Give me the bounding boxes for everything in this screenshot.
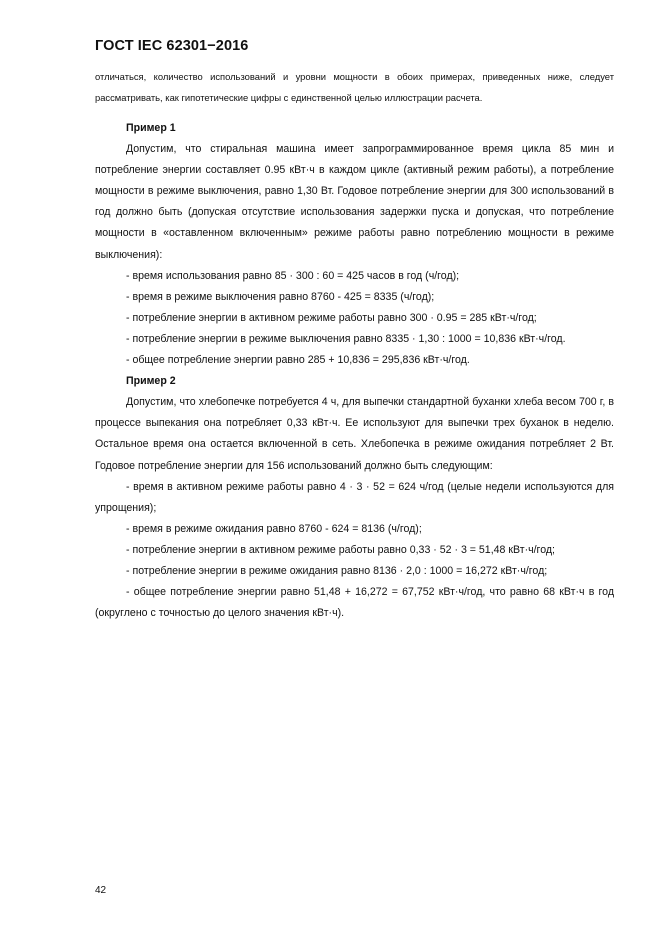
example-1-item: - общее потребление энергии равно 285 + 10,836 = 295,836 кВт·ч/год. <box>126 354 470 367</box>
example-2-paragraph: Допустим, что хлебопечке потребуется 4 ч, для выпечки стандартной буханки хлеба весом 700 г, в процессе выпекания она потребляет 0,33 кВт·ч. Ее используют для выпечки трех буханок в неделю. Остальное время она остается включенной в сеть. Хлебопечка в режиме ожидания потребляет 2 Вт. Годовое потребление энергии для 156 использований должно быть следующим: <box>95 396 614 472</box>
example-2-item: - общее потребление энергии равно 51,48 + 16,272 = 67,752 кВт·ч/год, что равно 68 кВт·ч в год (округлено с точностью до целого значения кВт·ч). <box>95 586 614 620</box>
intro-paragraph: отличаться, количество использований и уровни мощности в обоих примерах, приведенных ниже, следует рассматривать, как гипотетические цифры с единственной целью иллюстрации расчета. <box>95 71 614 103</box>
example-1-item: - потребление энергии в активном режиме работы равно 300 · 0.95 = 285 кВт·ч/год; <box>126 311 537 324</box>
example-2-item: - потребление энергии в режиме ожидания равно 8136 · 2,0 : 1000 = 16,272 кВт·ч/год; <box>126 564 548 577</box>
example-2-item: - время в режиме ожидания равно 8760 - 624 = 8136 (ч/год); <box>126 522 422 535</box>
document-body <box>95 66 614 624</box>
example-2-heading: Пример 2 <box>126 375 176 388</box>
document-header: ГОСТ IEC 62301−2016 <box>95 38 249 54</box>
example-1-heading: Пример 1 <box>126 122 176 134</box>
example-1-item: - время в режиме выключения равно 8760 - 425 = 8335 (ч/год); <box>126 290 435 303</box>
example-1-paragraph: Допустим, что стиральная машина имеет запрограммированное время цикла 85 мин и потребление энергии составляет 0.95 кВт·ч в каждом цикле (активный режим работы), а потребление мощности в режиме выключения, равно 1,30 Вт. Годовое потребление энергии для 300 использований в год должно быть (допуская отсутствие использования задержки пуска и допуская, что потребление мощности в «оставленном включенным» режиме работы равно потреблению мощности в режиме выключения): <box>95 143 614 261</box>
example-1-item: - время использования равно 85 · 300 : 60 = 425 часов в год (ч/год); <box>126 269 460 282</box>
example-1-item: - потребление энергии в режиме выключения равно 8335 · 1,30 : 1000 = 10,836 кВт·ч/год. <box>126 332 566 345</box>
example-2-item: - потребление энергии в активном режиме работы равно 0,33 · 52 · 3 = 51,48 кВт·ч/год; <box>126 543 555 556</box>
example-2-item: - время в активном режиме работы равно 4 · 3 · 52 = 624 ч/год (целые недели используются для упрощения); <box>95 480 614 514</box>
page-number: 42 <box>95 885 107 896</box>
spacer <box>95 108 614 118</box>
